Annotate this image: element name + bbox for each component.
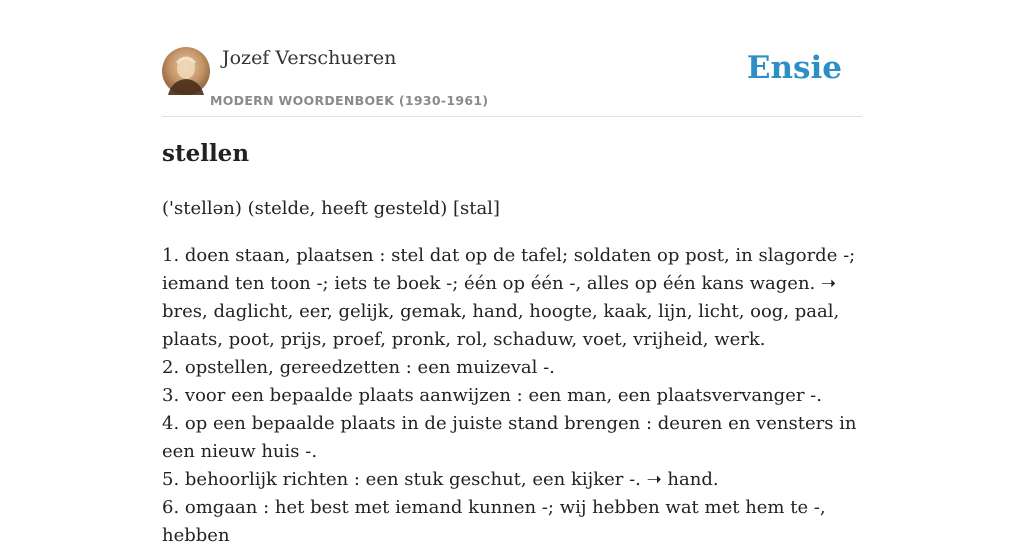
portrait-image: [162, 47, 210, 95]
source-title[interactable]: MODERN WOORDENBOEK (1930-1961): [210, 93, 489, 108]
definition-list: [162, 242, 862, 550]
definition-item: 4. op een bepaalde plaats in de juiste stand brengen : deuren en vensters in een nieuw huis -.: [162, 413, 857, 462]
definition-item: 2. opstellen, gereedzetten : een muizeval -.: [162, 357, 555, 378]
ensie-logo[interactable]: Ensie: [746, 50, 842, 86]
definition-item: 5. behoorlijk richten : een stuk geschut, een kijker -. ➝ hand.: [162, 469, 719, 490]
definition-item: 3. voor een bepaalde plaats aanwijzen : een man, een plaatsvervanger -.: [162, 385, 822, 406]
entry-content: [162, 138, 862, 550]
author-avatar[interactable]: [162, 47, 210, 95]
entry-pronunciation: ('stellən) (stelde, heeft gesteld) [stal]: [162, 198, 500, 219]
definition-item: 6. omgaan : het best met iemand kunnen -; wij hebben wat met hem te -, hebben: [162, 497, 826, 546]
entry-headword: stellen: [162, 140, 250, 167]
header: [162, 44, 862, 117]
author-name[interactable]: Jozef Verschueren: [222, 47, 397, 69]
definition-item: 1. doen staan, plaatsen : stel dat op de tafel; soldaten op post, in slagorde -; iemand ten toon -; iets te boek -; één op één -, alles op één kans wagen. ➝ bres, daglicht, eer, gelijk, gemak, hand, hoogte, kaak, lijn, licht, oog, paal, plaats, poot, prijs, proef, pronk, rol, schaduw, voet, vrijheid, werk.: [162, 245, 856, 350]
